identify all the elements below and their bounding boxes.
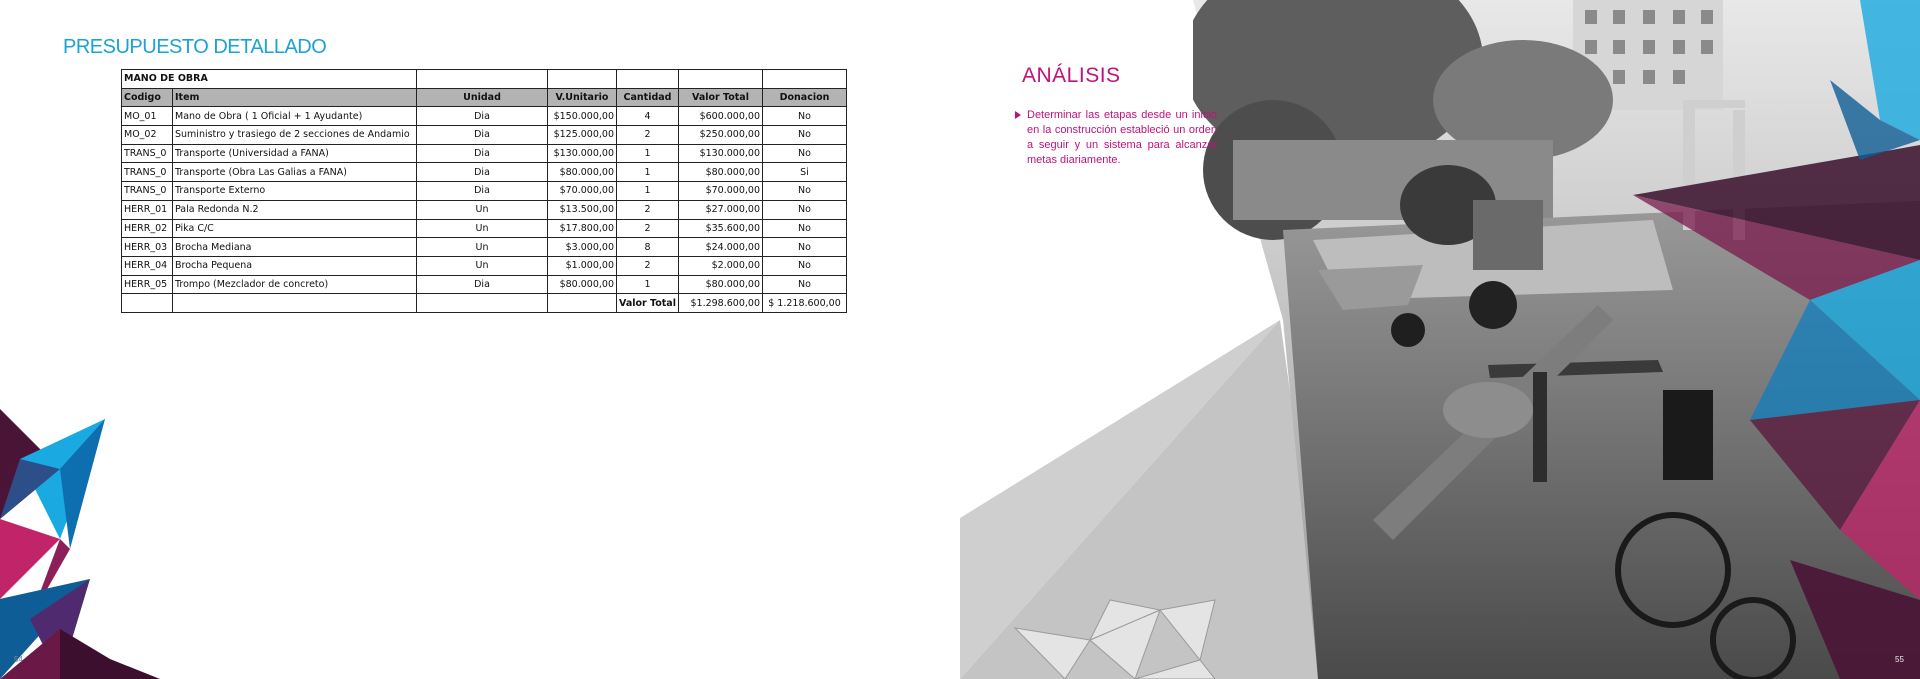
analysis-bullet-text: Determinar las etapas desde un inicio en la construcción estableció un orden a seguir y un sistema para alcanzar metas diariamente. (1027, 109, 1217, 166)
column-header-unidad: Unidad (417, 88, 548, 107)
cell-item: Trompo (Mezclador de concreto) (173, 275, 417, 294)
table-row (122, 275, 847, 294)
right-polygon-decoration (960, 0, 1920, 679)
total-value: $1.298.600,00 (679, 294, 763, 313)
cell-unidad: Dia (417, 144, 548, 163)
cell-item: Transporte (Universidad a FANA) (173, 144, 417, 163)
cell-unidad: Dia (417, 107, 548, 126)
cell-codigo: TRANS_0 (122, 182, 173, 201)
cell-valor-total: $250.000,00 (679, 126, 763, 145)
cell-empty (417, 294, 548, 313)
bullet-triangle-icon (1015, 111, 1021, 119)
cell-item: Transporte Externo (173, 182, 417, 201)
cell-v-unitario: $17.800,00 (548, 219, 617, 238)
cell-empty (173, 294, 417, 313)
cell-valor-total: $2.000,00 (679, 256, 763, 275)
total-donation: $ 1.218.600,00 (763, 294, 847, 313)
cell-v-unitario: $13.500,00 (548, 200, 617, 219)
cell-cantidad: 1 (617, 275, 679, 294)
cell-valor-total: $130.000,00 (679, 144, 763, 163)
table-row (122, 126, 847, 145)
cell-item: Suministro y trasiego de 2 secciones de Andamio (173, 126, 417, 145)
total-row (122, 294, 847, 313)
cell-empty (122, 294, 173, 313)
cell-codigo: HERR_03 (122, 238, 173, 257)
cell-codigo: HERR_01 (122, 200, 173, 219)
cell-unidad: Un (417, 256, 548, 275)
cell-cantidad: 2 (617, 256, 679, 275)
cell-donacion: No (763, 275, 847, 294)
cell-codigo: MO_01 (122, 107, 173, 126)
cell-donacion: No (763, 200, 847, 219)
cell-valor-total: $35.600,00 (679, 219, 763, 238)
left-polygon-decoration (0, 399, 170, 679)
cell-valor-total: $80.000,00 (679, 163, 763, 182)
page-number-right: 55 (1895, 655, 1904, 664)
cell-donacion: No (763, 238, 847, 257)
cell-empty (548, 294, 617, 313)
cell-cantidad: 2 (617, 126, 679, 145)
column-header-codigo: Codigo (122, 88, 173, 107)
cell-item: Transporte (Obra Las Galias a FANA) (173, 163, 417, 182)
table-header-row (122, 88, 847, 107)
table-row (122, 163, 847, 182)
cell-donacion: Si (763, 163, 847, 182)
cell-donacion: No (763, 219, 847, 238)
cell-cantidad: 4 (617, 107, 679, 126)
cell-unidad: Un (417, 238, 548, 257)
cell-valor-total: $80.000,00 (679, 275, 763, 294)
table-row (122, 238, 847, 257)
cell-item: Pika C/C (173, 219, 417, 238)
cell-codigo: HERR_04 (122, 256, 173, 275)
cell-donacion: No (763, 256, 847, 275)
page-number-left: 54 (14, 655, 23, 664)
cell-valor-total: $24.000,00 (679, 238, 763, 257)
cell-v-unitario: $80.000,00 (548, 163, 617, 182)
cell-codigo: MO_02 (122, 126, 173, 145)
cell-v-unitario: $1.000,00 (548, 256, 617, 275)
cell-unidad: Un (417, 219, 548, 238)
budget-table (121, 69, 847, 313)
cell-codigo: TRANS_0 (122, 163, 173, 182)
cell-valor-total: $600.000,00 (679, 107, 763, 126)
cell-v-unitario: $80.000,00 (548, 275, 617, 294)
cell-donacion: No (763, 144, 847, 163)
cell-codigo: HERR_05 (122, 275, 173, 294)
cell-cantidad: 2 (617, 200, 679, 219)
cell-item: Pala Redonda N.2 (173, 200, 417, 219)
column-header-cantidad: Cantidad (617, 88, 679, 107)
cell-donacion: No (763, 126, 847, 145)
cell-cantidad: 8 (617, 238, 679, 257)
cell-unidad: Dia (417, 275, 548, 294)
cell-unidad: Un (417, 200, 548, 219)
cell-v-unitario: $125.000,00 (548, 126, 617, 145)
cell-valor-total: $27.000,00 (679, 200, 763, 219)
cell-donacion: No (763, 107, 847, 126)
cell-valor-total: $70.000,00 (679, 182, 763, 201)
cell-cantidad: 1 (617, 144, 679, 163)
page-title: PRESUPUESTO DETALLADO (63, 36, 327, 58)
analysis-bullet (1027, 108, 1217, 168)
cell-unidad: Dia (417, 163, 548, 182)
analysis-title: ANÁLISIS (1022, 64, 1121, 87)
cell-item: Brocha Pequena (173, 256, 417, 275)
column-header-v-unitario: V.Unitario (548, 88, 617, 107)
cell-v-unitario: $130.000,00 (548, 144, 617, 163)
right-page (960, 0, 1920, 679)
cell-v-unitario: $3.000,00 (548, 238, 617, 257)
column-header-valor-total: Valor Total (679, 88, 763, 107)
cell-cantidad: 1 (617, 163, 679, 182)
table-row (122, 219, 847, 238)
cell-unidad: Dia (417, 126, 548, 145)
cell-unidad: Dia (417, 182, 548, 201)
table-row (122, 256, 847, 275)
cell-codigo: TRANS_0 (122, 144, 173, 163)
section-label: MANO DE OBRA (122, 70, 417, 89)
cell-v-unitario: $150.000,00 (548, 107, 617, 126)
table-row (122, 107, 847, 126)
cell-cantidad: 1 (617, 182, 679, 201)
cell-codigo: HERR_02 (122, 219, 173, 238)
cell-donacion: No (763, 182, 847, 201)
cell-item: Mano de Obra ( 1 Oficial + 1 Ayudante) (173, 107, 417, 126)
total-label: Valor Total (617, 294, 679, 313)
column-header-item: Item (173, 88, 417, 107)
table-row (122, 182, 847, 201)
section-row (122, 70, 847, 89)
cell-cantidad: 2 (617, 219, 679, 238)
table-row (122, 200, 847, 219)
column-header-donacion: Donacion (763, 88, 847, 107)
cell-item: Brocha Mediana (173, 238, 417, 257)
cell-v-unitario: $70.000,00 (548, 182, 617, 201)
table-row (122, 144, 847, 163)
